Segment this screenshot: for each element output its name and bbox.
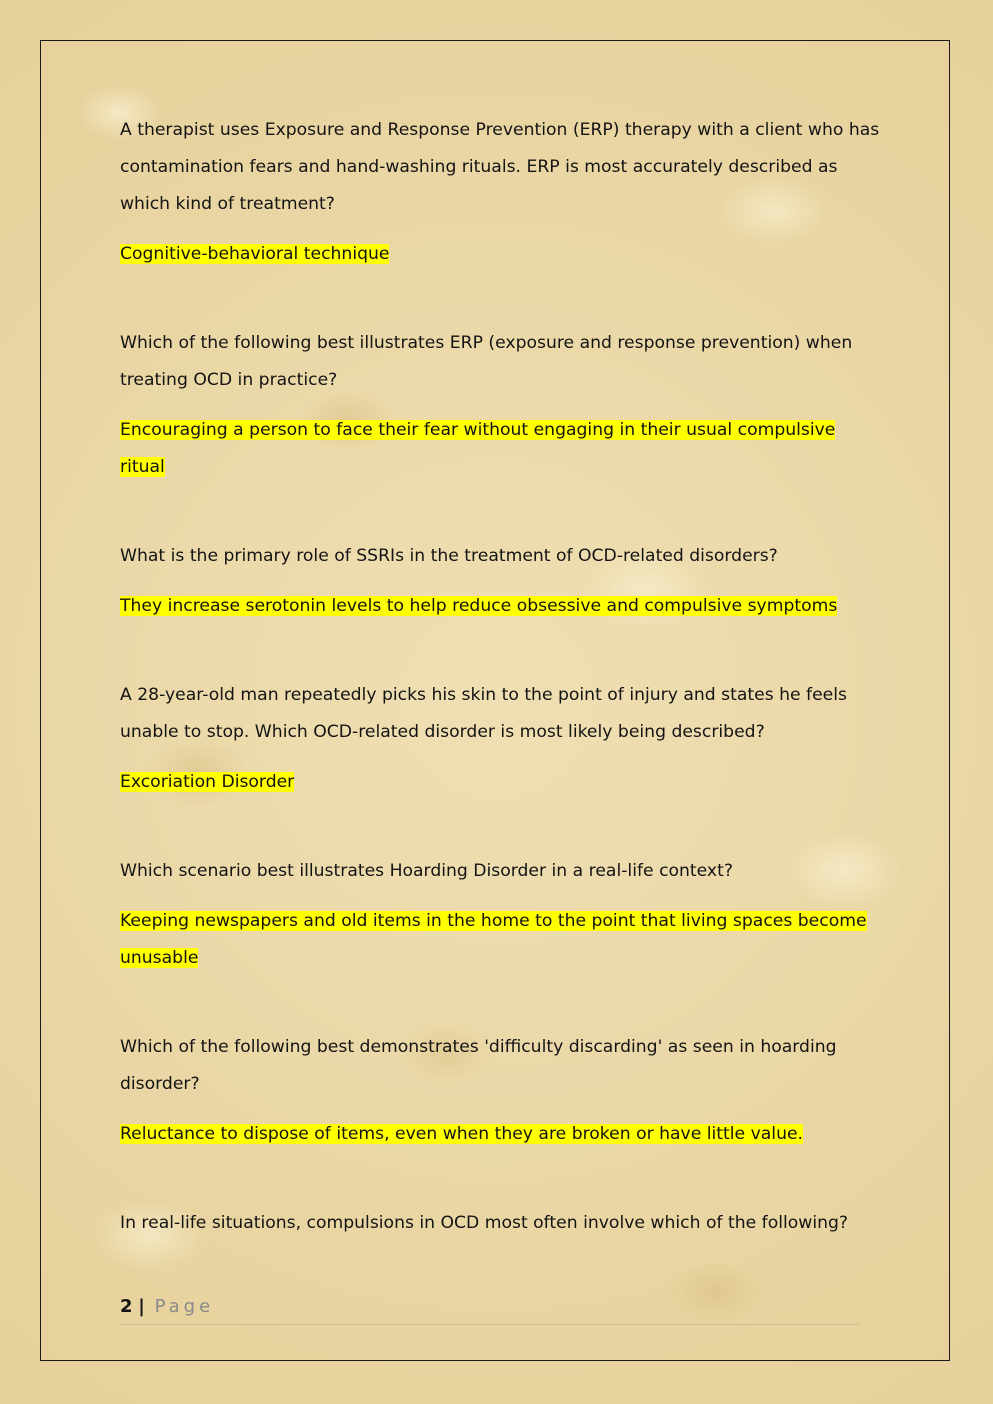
qa-item (120, 325, 880, 486)
question-text: What is the primary role of SSRIs in the treatment of OCD-related disorders? (120, 546, 778, 566)
answer-highlight: They increase serotonin levels to help reduce obsessive and compulsive symptoms (120, 596, 838, 616)
answer-text (120, 412, 880, 486)
question-text: A 28-year-old man repeatedly picks his skin to the point of injury and states he feels unable to stop. Which OCD-related disorder is most likely being described? (120, 685, 847, 742)
answer-highlight: Reluctance to dispose of items, even when they are broken or have little value. (120, 1124, 804, 1144)
question-text: A therapist uses Exposure and Response Prevention (ERP) therapy with a client who has contamination fears and hand-washing rituals. ERP is most accurately described as which kind of treatment? (120, 120, 880, 214)
qa-item (120, 1029, 880, 1153)
answer-text (120, 903, 880, 977)
footer-separator: | (138, 1296, 145, 1317)
question-text: Which scenario best illustrates Hoarding Disorder in a real-life context? (120, 861, 733, 881)
answer-highlight: Keeping newspapers and old items in the home to the point that living spaces become unusable (120, 911, 867, 968)
page-footer (120, 1293, 860, 1325)
qa-item (120, 1205, 880, 1242)
answer-highlight: Cognitive-behavioral technique (120, 244, 390, 264)
question-text: In real-life situations, compulsions in OCD most often involve which of the following? (120, 1213, 849, 1233)
answer-text (120, 236, 880, 273)
answer-highlight: Encouraging a person to face their fear without engaging in their usual compulsive ritual (120, 420, 836, 477)
qa-item (120, 112, 880, 273)
answer-highlight: Excoriation Disorder (120, 772, 295, 792)
question-text: Which of the following best demonstrates 'difficulty discarding' as seen in hoarding disorder? (120, 1037, 837, 1094)
qa-item (120, 677, 880, 801)
document-body (120, 112, 880, 1294)
qa-item (120, 538, 880, 625)
page-number: 2 (120, 1296, 133, 1317)
answer-text (120, 764, 880, 801)
question-text: Which of the following best illustrates ERP (exposure and response prevention) when treating OCD in practice? (120, 333, 853, 390)
page-label: Page (154, 1296, 215, 1317)
qa-item (120, 853, 880, 977)
answer-text (120, 588, 880, 625)
answer-text (120, 1116, 880, 1153)
